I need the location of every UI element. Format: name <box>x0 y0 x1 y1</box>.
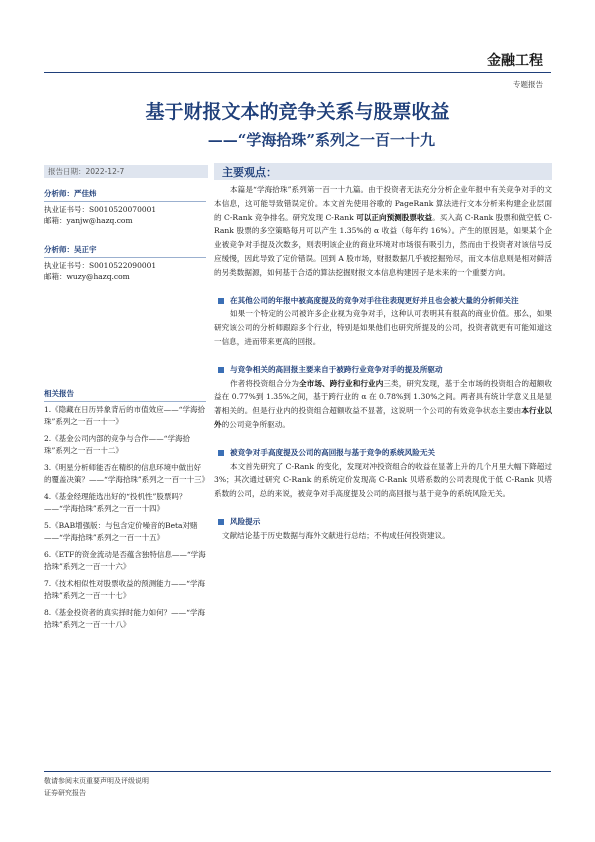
report-category: 金融工程 <box>487 53 543 69</box>
intro-paragraph <box>214 183 552 280</box>
key-point-text: 本文首先研究了 C-Rank 的变化，发现对冲投资组合的收益在显著上升的几个月里大幅下降超过 3%；其次通过研究 C-Rank 的系统定价发现高 C-Rank 贝塔系数的公司表现优于低 C-Rank 贝塔系数的公司，总的来说，被竞争对手高度提及公司的高回报与基于竞争的系统风险无关。 <box>214 461 552 499</box>
analyst-divider <box>44 257 206 258</box>
key-point-text-part: 三类，研究发现，基于全市场的投资组合的超额收益在 0.77%到 1.35%之间，基于跨行业的 α 在 0.78%到 1.30%之间。两者具有统计学意义且是显著相关的。但是行业内的投资组合超额收益不显著，这说明一个公司的有效竞争状态主要由 <box>214 378 553 416</box>
key-point-text: 如果一个特定的公司被许多企业视为竞争对手，这种认可表明其有很高的商业价值。那么，如果研究该公司的分析师跟踪多个行业，特别是如果他们也研究所提及的公司，投资者就更有可能知道这一信息，进而带来更高的回报。 <box>214 309 552 346</box>
bullet-square-icon <box>218 450 224 456</box>
related-reports-title: 相关报告 <box>44 389 74 398</box>
header-divider <box>44 72 551 73</box>
report-type: 专题报告 <box>513 80 543 89</box>
key-point-highlight: 本行业以外 <box>214 406 553 429</box>
analyst-email[interactable]: 邮箱：yanjw@hazq.com <box>44 216 133 225</box>
analyst-cert: 执业证书号：S0010522090001 <box>44 261 157 270</box>
footer-divider <box>44 771 551 772</box>
intro-highlight: 可以正向预测股票收益 <box>356 212 433 222</box>
report-title: 基于财报文本的竞争关系与股票收益 <box>145 101 450 123</box>
related-report-item[interactable]: 7.《技术相似性对股票收益的预测能力——“学海拾珠”系列之一百一十七》 <box>44 579 205 600</box>
related-report-item[interactable]: 1.《隐藏在日历异象背后的市值效应——“学海拾珠”系列之一百一十一》 <box>44 405 205 426</box>
key-point-title-text: 在其他公司的年报中被高度提及的竞争对手往往表现更好并且也会被大量的分析师关注 <box>230 295 519 305</box>
bullet-square-icon <box>218 519 224 525</box>
related-report-item[interactable]: 2.《基金公司内部的竞争与合作——“学海拾珠”系列之一百一十二》 <box>44 434 190 455</box>
analyst-block <box>44 244 206 282</box>
key-point-highlight: 全市场、跨行业和行业内 <box>299 378 384 388</box>
key-point-text <box>214 377 552 432</box>
related-report-item[interactable]: 6.《ETF的资金流动是否蕴含独特信息——“学海拾珠”系列之一百一十六》 <box>44 550 206 571</box>
summary-header-bar <box>214 163 552 180</box>
key-point-text-part: 的公司竞争所驱动。 <box>221 419 290 429</box>
analyst-name: 分析师：严佳炜 <box>44 189 97 198</box>
key-point-title <box>214 363 552 377</box>
analyst-block <box>44 188 206 226</box>
intro-text-rest: 。买入高 C-Rank 股票和做空低 C-Rank 股票的多空策略每月可以产生 1.35%的 α 收益（每年约 16%）。产生的原因是，如果某个企业被竞争对手提及次数多，则表明该企业的商业环境对市场很有吸引力，然而由于投资者对该信号反应缓慢，因此导致了定价错误。回到 A 股市场，财报数据几乎被挖掘殆尽，而文本信息则是相对鲜活的另类数据源，如何基于合适的算法挖掘财报文本信息构建因子是未来的一个重要方向。 <box>214 212 552 277</box>
related-report-item[interactable]: 5.《BAB增强版：与包含定价噪音的Beta对赌——“学海拾珠”系列之一百一十五》 <box>44 521 198 542</box>
key-point-title <box>214 446 552 460</box>
risk-title <box>214 515 552 529</box>
intro-text: 本篇是“学海拾珠”系列第一百一十九篇。由于投资者无法充分分析企业年报中有关竞争对手的文本信息，这可能导致错误定价。本文首先使用谷歌的 PageRank 算法进行文本分析来构建企业层面的 C-Rank 竞争排名。研究发现 C-Rank <box>214 185 552 222</box>
key-point-text-part: 作者将投资组合分为 <box>230 378 300 388</box>
related-reports <box>44 388 210 636</box>
summary-body <box>214 183 552 543</box>
bullet-square-icon <box>218 298 224 304</box>
report-date: 报告日期：2022-12-7 <box>44 165 208 178</box>
key-point-title-text: 与竞争相关的高回报主要来自于被跨行业竞争对手的提及所驱动 <box>230 364 443 374</box>
key-point-title <box>214 294 552 308</box>
summary-title: 主要观点： <box>222 166 277 179</box>
related-report-item[interactable]: 8.《基金投资者的真实择时能力如何？——“学海拾珠”系列之一百一十八》 <box>44 608 205 629</box>
related-report-item[interactable]: 4.《基金经理能选出好的“投机性”股票吗？——“学海拾珠”系列之一百一十四》 <box>44 492 187 513</box>
related-report-item[interactable]: 3.《明星分析师能否在精织的信息环境中做出好的覆盖决策？——“学海拾珠”系列之一百一十三》 <box>44 463 210 484</box>
footer-disclaimer: 敬请参阅末页重要声明及评级说明 <box>44 777 149 785</box>
analyst-cert: 执业证书号：S0010520070001 <box>44 205 157 214</box>
analyst-section <box>44 188 206 300</box>
key-point-title-text: 被竞争对手高度提及公司的高回报与基于竞争的系统风险无关 <box>230 447 436 457</box>
report-subtitle: ——“学海拾珠”系列之一百一十九 <box>207 131 435 149</box>
risk-text: 文献结论基于历史数据与海外文献进行总结；不构成任何投资建议。 <box>222 530 450 540</box>
related-divider <box>44 401 206 402</box>
analyst-email[interactable]: 邮箱：wuzy@hazq.com <box>44 272 130 281</box>
bullet-square-icon <box>218 367 224 373</box>
risk-title-text: 风险提示 <box>230 516 261 526</box>
analyst-name: 分析师：吴正宇 <box>44 245 97 254</box>
analyst-divider <box>44 201 206 202</box>
footer-label: 证券研究报告 <box>44 789 86 797</box>
